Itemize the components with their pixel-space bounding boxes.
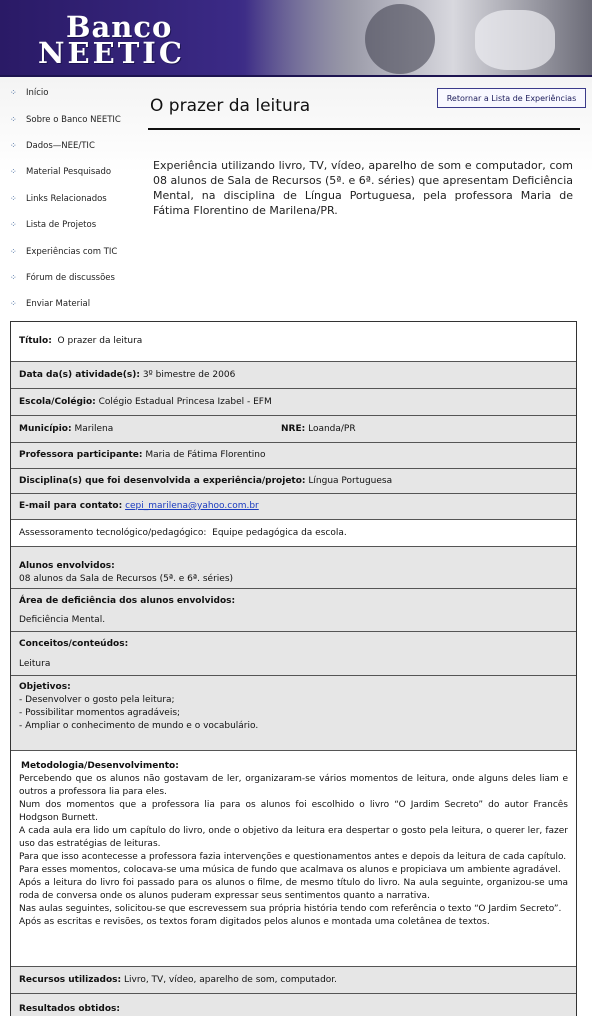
nre-label: NRE: xyxy=(281,423,306,434)
nav-bullet-icon: ⁘ xyxy=(10,193,17,203)
nav-item-inicio[interactable] xyxy=(10,80,140,106)
nre-group xyxy=(281,423,356,436)
disciplina-label: Disciplina(s) que foi desenvolvida a experiência/projeto: xyxy=(19,475,306,486)
header-banner xyxy=(0,0,592,75)
banner-photo-person xyxy=(365,4,435,74)
resultados-label: Resultados obtidos: xyxy=(19,1003,120,1014)
row-recursos xyxy=(11,967,576,994)
banner-photo xyxy=(245,0,592,75)
row-municipio xyxy=(11,416,576,443)
nav-bullet-icon: ⁘ xyxy=(10,220,17,230)
nav-bullet-icon: ⁘ xyxy=(10,246,17,256)
nav-bullet-icon: ⁘ xyxy=(10,299,17,309)
metodologia-paragraph: Após a leitura do livro foi passado para os alunos o filme, de mesmo título do livro. Na aula seguinte, organizou-se uma roda de conversa onde os alunos puderam expressar seus sentimentos quanto a narrativa. xyxy=(19,878,568,901)
row-metodologia xyxy=(11,751,576,967)
row-escola xyxy=(11,389,576,416)
row-alunos xyxy=(11,547,576,589)
nav-bullet-icon: ⁘ xyxy=(10,272,17,282)
row-objetivos xyxy=(11,676,576,751)
sidebar-nav xyxy=(10,80,140,318)
objetivo-item: - Ampliar o conhecimento de mundo e o vocabulário. xyxy=(19,721,259,731)
return-to-list-button[interactable]: Retornar a Lista de Experiências xyxy=(437,88,586,108)
email-link[interactable]: cepi_marilena@yahoo.com.br xyxy=(125,501,259,511)
logo-banco[interactable]: Banco xyxy=(66,10,173,44)
alunos-label: Alunos envolvidos: xyxy=(19,561,115,571)
recursos-label: Recursos utilizados: xyxy=(19,974,122,985)
disciplina-value: Língua Portuguesa xyxy=(308,475,393,486)
row-titulo xyxy=(11,322,576,362)
nav-bullet-icon: ⁘ xyxy=(10,140,17,150)
nre-value: Loanda/PR xyxy=(308,423,356,434)
row-data xyxy=(11,362,576,389)
alunos-value: 08 alunos da Sala de Recursos (5ª. e 6ª. séries) xyxy=(19,574,234,584)
escola-label: Escola/Colégio: xyxy=(19,396,96,407)
nav-item-label: Experiências com TIC xyxy=(26,246,118,257)
metodologia-paragraph: Nas aulas seguintes, solicitou-se que escrevessem sua própria história tendo com referência o texto “O Jardim Secreto”. xyxy=(19,904,562,914)
metodologia-paragraph: Para esses momentos, colocava-se uma música de fundo que acalmava os alunos e propiciava um ambiente agradável. xyxy=(19,865,561,875)
email-label: E-mail para contato: xyxy=(19,501,123,511)
data-value: 3º bimestre de 2006 xyxy=(142,369,236,380)
titulo-label: Título: xyxy=(19,336,52,346)
nav-item-label: Lista de Projetos xyxy=(26,220,97,231)
conceitos-value: Leitura xyxy=(19,659,51,669)
row-area xyxy=(11,589,576,632)
nav-item-label: Enviar Material xyxy=(26,299,91,310)
objetivo-item: - Possibilitar momentos agradáveis; xyxy=(19,708,181,718)
row-disciplina xyxy=(11,469,576,494)
area-value: Deficiência Mental. xyxy=(19,615,106,625)
recursos-value: Livro, TV, vídeo, aparelho de som, computador. xyxy=(123,974,338,985)
nav-item-forum[interactable] xyxy=(10,265,140,291)
nav-item-label: Início xyxy=(26,88,49,99)
titulo-value: O prazer da leitura xyxy=(57,336,143,346)
row-email xyxy=(11,494,576,520)
banner-photo-light xyxy=(475,10,555,70)
row-conceitos xyxy=(11,632,576,676)
professora-label: Professora participante: xyxy=(19,450,143,460)
nav-item-enviar[interactable] xyxy=(10,291,140,317)
nav-bullet-icon: ⁘ xyxy=(10,167,17,177)
nav-bullet-icon: ⁘ xyxy=(10,88,17,98)
assessoramento-label: Assessoramento tecnológico/pedagógico: xyxy=(19,527,207,538)
page-title: O prazer da leitura xyxy=(150,96,311,116)
area-label: Área de deficiência dos alunos envolvidos: xyxy=(19,596,236,606)
nav-item-experiencias[interactable] xyxy=(10,238,140,264)
nav-item-label: Fórum de discussões xyxy=(26,272,115,283)
nav-item-label: Links Relacionados xyxy=(26,193,107,204)
row-assessoramento xyxy=(11,520,576,547)
escola-value: Colégio Estadual Princesa Izabel - EFM xyxy=(98,396,272,407)
nav-item-dados[interactable] xyxy=(10,133,140,159)
nav-item-label: Dados—NEE/TIC xyxy=(26,140,95,151)
nav-item-label: Sobre o Banco NEETIC xyxy=(26,114,121,125)
intro-text: Experiência utilizando livro, TV, vídeo, aparelho de som e computador, com 08 alunos de Sala de Recursos (5ª. e 6ª. séries) que apresentam Deficiência Mental, na disciplina de Língua Portuguesa, pela professora Maria de Fátima Florentino de Marilena/PR. xyxy=(153,159,573,217)
nav-item-material-pesquisado[interactable] xyxy=(10,159,140,185)
row-professora xyxy=(11,443,576,469)
data-label: Data da(s) atividade(s): xyxy=(19,369,140,380)
objetivos-label: Objetivos: xyxy=(19,682,71,692)
metodologia-paragraph: Percebendo que os alunos não gostavam de ler, organizaram-se vários momentos de leitura, onde alguns deles liam e outros a professora lia para eles. xyxy=(19,774,568,797)
metodologia-label: Metodologia/Desenvolvimento: xyxy=(21,761,179,771)
metodologia-paragraph: Num dos momentos que a professora lia para os alunos foi escolhido o livro “O Jardim Secreto” do autor Francês Hodgson Burnett. xyxy=(19,800,568,823)
row-resultados xyxy=(11,994,576,1016)
metodologia-paragraph: A cada aula era lido um capítulo do livro, onde o objetivo da leitura era despertar o gosto pela leitura, o querer ler, fazer uso das estratégias de leituras. xyxy=(19,826,568,849)
objetivo-item: - Desenvolver o gosto pela leitura; xyxy=(19,695,175,705)
municipio-value: Marilena xyxy=(74,423,114,434)
logo-neetic[interactable]: NEETIC xyxy=(38,36,185,70)
municipio-label: Município: xyxy=(19,423,72,434)
nav-item-links[interactable] xyxy=(10,186,140,212)
details-table xyxy=(10,321,577,1016)
metodologia-paragraph: Para que isso acontecesse a professora fazia intervenções e questionamentos antes e depois da leitura de cada capítulo. xyxy=(19,852,567,862)
title-divider xyxy=(148,128,580,130)
metodologia-paragraph: Após as escritas e revisões, os textos foram digitados pelos alunos e montada uma coletânea de textos. xyxy=(19,917,490,927)
nav-item-sobre[interactable] xyxy=(10,106,140,132)
conceitos-label: Conceitos/conteúdos: xyxy=(19,639,129,649)
professora-value: Maria de Fátima Florentino xyxy=(145,450,266,460)
nav-item-projetos[interactable] xyxy=(10,212,140,238)
nav-item-label: Material Pesquisado xyxy=(26,167,112,178)
nav-bullet-icon: ⁘ xyxy=(10,114,17,124)
assessoramento-value: Equipe pedagógica da escola. xyxy=(212,527,347,538)
